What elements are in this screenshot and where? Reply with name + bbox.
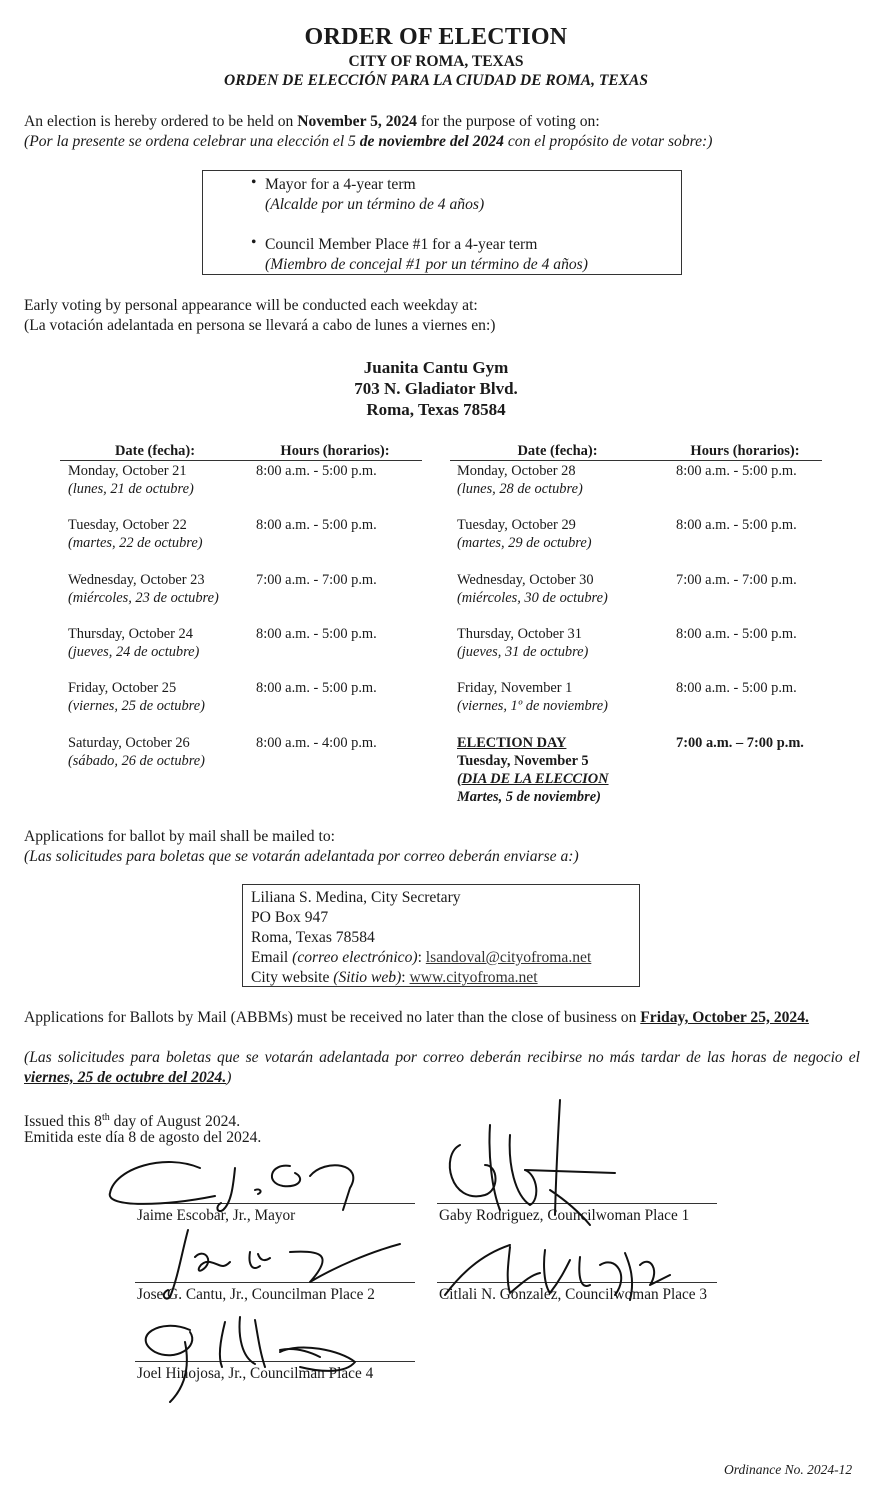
email-line: Email (correo electrónico): lsandoval@cityofroma.net xyxy=(251,949,592,966)
mail-city: Roma, Texas 78584 xyxy=(251,929,375,946)
signatory-place-4: Joel Hinojosa, Jr., Councilman Place 4 xyxy=(137,1365,374,1382)
place-2-signature-icon xyxy=(160,1222,420,1302)
deadline-english: Applications for Ballots by Mail (ABBMs) must be received no later than the close of business on Friday, October 25, 2024. xyxy=(24,1009,809,1026)
signatory-place-1: Gaby Rodriguez, Councilwoman Place 1 xyxy=(439,1207,690,1224)
schedule-hours: 8:00 a.m. - 5:00 p.m. xyxy=(256,626,377,642)
website-link[interactable]: www.cityofroma.net xyxy=(409,969,538,986)
document-subtitle-spanish: ORDEN DE ELECCIÓN PARA LA CIUDAD DE ROMA, TEXAS xyxy=(224,72,648,89)
intro-english: An election is hereby ordered to be held on November 5, 2024 for the purpose of voting on: xyxy=(24,113,600,130)
schedule-row: Tuesday, October 29 (martes, 29 de octubre) xyxy=(457,517,592,551)
issued-spanish: Emitida este día 8 de agosto del 2024. xyxy=(24,1129,262,1146)
schedule-hours: 8:00 a.m. - 5:00 p.m. xyxy=(676,626,797,642)
venue-city: Roma, Texas 78584 xyxy=(366,400,506,419)
schedule-row: Thursday, October 31 (jueves, 31 de octubre) xyxy=(457,626,589,660)
issued-english: Issued this 8th day of August 2024. xyxy=(24,1112,241,1131)
office-mayor: Mayor for a 4-year term xyxy=(265,176,416,193)
header-rule-left xyxy=(60,460,422,461)
hours-header-left: Hours (horarios): xyxy=(280,443,390,459)
schedule-hours: 8:00 a.m. - 5:00 p.m. xyxy=(676,680,797,696)
office-council-1-spanish: (Miembro de concejal #1 por un término de 4 años) xyxy=(265,256,588,273)
schedule-row: Monday, October 28 (lunes, 28 de octubre) xyxy=(457,463,583,497)
schedule-row: Wednesday, October 30 (miércoles, 30 de octubre) xyxy=(457,572,608,606)
ordinance-number: Ordinance No. 2024-12 xyxy=(724,1462,853,1477)
website-line: City website (Sitio web): www.cityofroma.net xyxy=(251,969,538,986)
election-day-hours: 7:00 a.m. – 7:00 p.m. xyxy=(676,735,804,751)
mail-spanish: (Las solicitudes para boletas que se votarán adelantada por correo deberán enviarse a:) xyxy=(24,848,579,865)
header-rule-right xyxy=(450,460,822,461)
date-header-left: Date (fecha): xyxy=(114,443,196,459)
place-3-signature-icon xyxy=(440,1235,680,1310)
schedule-hours: 8:00 a.m. - 5:00 p.m. xyxy=(676,517,797,533)
schedule-hours: 8:00 a.m. - 5:00 p.m. xyxy=(256,463,377,479)
schedule-hours: 8:00 a.m. - 5:00 p.m. xyxy=(256,517,377,533)
early-voting-english: Early voting by personal appearance will be conducted each weekday at: xyxy=(24,297,478,314)
mayor-signature-icon xyxy=(105,1148,375,1228)
election-date: November 5, 2024 xyxy=(297,113,417,130)
bullet-icon: • xyxy=(251,234,257,251)
schedule-hours: 8:00 a.m. - 5:00 p.m. xyxy=(256,680,377,696)
venue-name: Juanita Cantu Gym xyxy=(363,358,509,377)
po-box: PO Box 947 xyxy=(251,909,329,926)
bullet-icon: • xyxy=(251,174,257,191)
schedule-hours: 8:00 a.m. - 4:00 p.m. xyxy=(256,735,377,751)
signatory-place-2: Jose G. Cantu, Jr., Councilman Place 2 xyxy=(137,1286,375,1303)
offices-box xyxy=(202,170,682,275)
schedule-row: Tuesday, October 22 (martes, 22 de octubre) xyxy=(68,517,203,551)
election-day: ELECTION DAY Tuesday, November 5 (DIA DE LA ELECCION Martes, 5 de noviembre) xyxy=(457,735,609,805)
secretary-name: Liliana S. Medina, City Secretary xyxy=(251,889,461,906)
schedule-row: Wednesday, October 23 (miércoles, 23 de octubre) xyxy=(68,572,219,606)
schedule-hours: 7:00 a.m. - 7:00 p.m. xyxy=(676,572,797,588)
document-title: ORDER OF ELECTION xyxy=(304,24,568,50)
mail-address-box xyxy=(242,884,640,987)
schedule-row: Monday, October 21 (lunes, 21 de octubre) xyxy=(68,463,194,497)
schedule-row: Saturday, October 26 (sábado, 26 de octubre) xyxy=(68,735,205,769)
hours-header-right: Hours (horarios): xyxy=(690,443,800,459)
schedule-hours: 7:00 a.m. - 7:00 p.m. xyxy=(256,572,377,588)
place-4-signature-icon xyxy=(130,1312,370,1407)
schedule-row: Thursday, October 24 (jueves, 24 de octubre) xyxy=(68,626,200,660)
date-header-right: Date (fecha): xyxy=(517,443,598,459)
schedule-row: Friday, October 25 (viernes, 25 de octubre) xyxy=(68,680,205,714)
mail-english: Applications for ballot by mail shall be mailed to: xyxy=(24,828,335,845)
schedule-hours: 8:00 a.m. - 5:00 p.m. xyxy=(676,463,797,479)
early-voting-spanish: (La votación adelantada en persona se llevará a cabo de lunes a viernes en:) xyxy=(24,317,496,334)
deadline-date: Friday, October 25, 2024. xyxy=(640,1009,809,1026)
signatory-mayor: Jaime Escobar, Jr., Mayor xyxy=(137,1207,296,1224)
deadline-spanish: (Las solicitudes para boletas que se votarán adelantada por correo deberán recibirse no más tardar de las horas de negocio el viernes, 25 de octubre del 2024.) xyxy=(24,1049,860,1086)
signatory-place-3: Citlali N. Gonzalez, Councilwoman Place 3 xyxy=(439,1286,708,1303)
office-mayor-spanish: (Alcalde por un término de 4 años) xyxy=(265,196,485,213)
intro-spanish: (Por la presente se ordena celebrar una elección el 5 de noviembre del 2024 con el propósito de votar sobre:) xyxy=(24,133,713,150)
email-link[interactable]: lsandoval@cityofroma.net xyxy=(425,949,592,966)
office-council-1: Council Member Place #1 for a 4-year term xyxy=(265,236,538,253)
venue-street: 703 N. Gladiator Blvd. xyxy=(354,379,518,398)
document-subtitle: CITY OF ROMA, TEXAS xyxy=(348,53,524,70)
schedule-row: Friday, November 1 (viernes, 1º de noviembre) xyxy=(457,680,608,714)
place-1-signature-icon xyxy=(430,1095,630,1230)
